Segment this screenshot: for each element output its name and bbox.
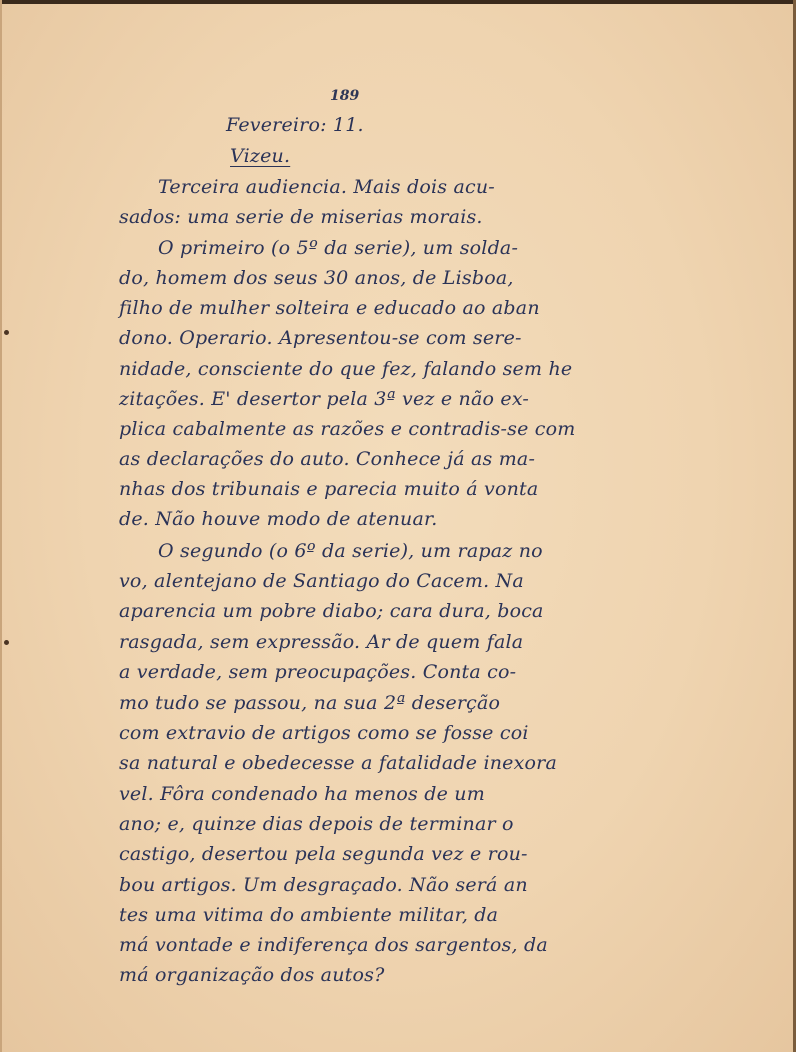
text-line: sa natural e obedecesse a fatalidade inexora (119, 752, 557, 774)
text-line: sados: uma serie de miserias morais. (119, 206, 483, 228)
text-line: a verdade, sem preocupações. Conta co- (119, 661, 517, 683)
text-line: O segundo (o 6º da serie), um rapaz no (158, 540, 543, 562)
text-line: aparencia um pobre diabo; cara dura, boca (119, 600, 544, 622)
text-line: filho de mulher solteira e educado ao aban (119, 297, 540, 319)
text-line: zitações. E' desertor pela 3ª vez e não ex- (119, 388, 530, 410)
heading-place: Vizeu. (230, 145, 291, 167)
page-number: 189 (330, 88, 360, 104)
text-line: castigo, desertou pela segunda vez e rou- (119, 843, 528, 865)
text-line: nidade, consciente do que fez, falando sem he (119, 358, 573, 380)
text-line: dono. Operario. Apresentou-se com sere- (119, 327, 522, 349)
text-line: má vontade e indiferença dos sargentos, da (119, 934, 548, 956)
text-line: nhas dos tribunais e parecia muito á vonta (119, 478, 539, 500)
text-line: Terceira audiencia. Mais dois acu- (158, 176, 495, 198)
text-line: má organização dos autos? (119, 964, 385, 986)
text-line: com extravio de artigos como se fosse coi (119, 722, 529, 744)
binding-hole (4, 640, 9, 645)
heading-date: Fevereiro: 11. (226, 114, 364, 136)
text-line: bou artigos. Um desgraçado. Não será an (119, 874, 528, 896)
text-line: rasgada, sem expressão. Ar de quem fala (119, 631, 524, 653)
text-line: ano; e, quinze dias depois de terminar o (119, 813, 514, 835)
text-line: as declarações do auto. Conhece já as ma- (119, 448, 536, 470)
text-line: O primeiro (o 5º da serie), um solda- (158, 237, 519, 259)
binding-hole (4, 330, 9, 335)
text-line: vo, alentejano de Santiago do Cacem. Na (119, 570, 524, 592)
page-top-edge (0, 0, 796, 4)
text-line: do, homem dos seus 30 anos, de Lisboa, (119, 267, 514, 289)
page-left-edge (0, 0, 2, 1052)
text-line: plica cabalmente as razões e contradis-se com (119, 418, 576, 440)
text-line: tes uma vitima do ambiente militar, da (119, 904, 499, 926)
text-line: vel. Fôra condenado ha menos de um (119, 783, 485, 805)
text-line: mo tudo se passou, na sua 2ª deserção (119, 692, 501, 714)
text-line: de. Não houve modo de atenuar. (119, 508, 438, 530)
